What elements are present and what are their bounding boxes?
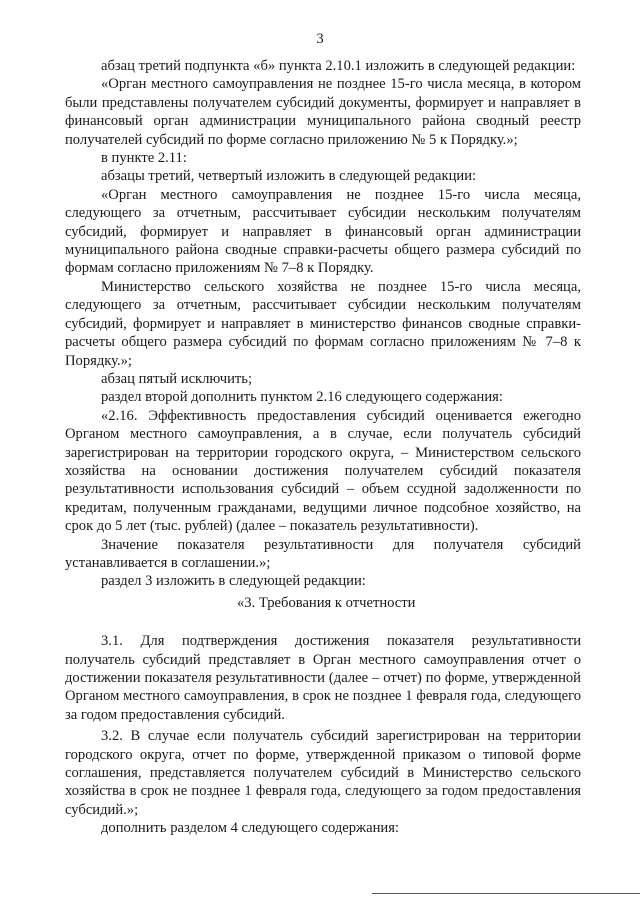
paragraph-quote-2-16: «2.16. Эффективность предоставления субсидий оценивается ежегодно Органом местного самоуправления, а в случае, если получатель субсидий зарегистрирован на территории городского округа, – Министерством сельского хозяйства на основании достижения получателем субсидий показателя результативности использования субсидий – объем ссудной задолженности по кредитам, полученным гражданами, ведущими личное подсобное хозяйство, на срок до 5 лет (тыс. рублей) (далее – показатель результативности). <box>65 407 581 535</box>
document-body <box>65 57 581 838</box>
paragraph-3-2: 3.2. В случае если получатель субсидий зарегистрирован на территории городского округа, отчет по форме, утвержденной приказом о типовой форме соглашения, представляется получателем субсидий в Министерство сельского хозяйства в срок не позднее 1 февраля года, следующего за годом предоставления субсидий.»; <box>65 728 581 818</box>
paragraph-quote-local-authority: «Орган местного самоуправления не позднее 15-го числа месяца, следующего за отчетным, рассчитывает субсидии нескольким получателям субсидий, формирует и направляет в финансовый орган администрации муниципального района сводные справки-расчеты общего размера субсидий по формам согласно приложениям № 7–8 к Порядку. <box>65 186 581 277</box>
section-heading-reporting: «3. Требования к отчетности <box>237 594 416 611</box>
paragraph-add-2-16: раздел второй дополнить пунктом 2.16 следующего содержания: <box>101 389 503 406</box>
paragraph-quote-registry: «Орган местного самоуправления не позднее 15-го числа месяца, в котором были представлены получателем субсидий документы, формирует и направляет в финансовый орган администрации муниципального района сводный реестр получателей субсидий по форме согласно приложению № 5 к Порядку.»; <box>65 76 581 148</box>
paragraph-amendment-2-10-1: абзац третий подпункта «б» пункта 2.10.1 изложить в следующей редакции: <box>101 58 576 74</box>
paragraph-point-2-11: в пункте 2.11: <box>101 150 187 167</box>
page-number: 3 <box>316 31 324 47</box>
paragraph-section-3-intro: раздел 3 изложить в следующей редакции: <box>101 573 366 590</box>
paragraph-ministry: Министерство сельского хозяйства не позднее 15-го числа месяца, следующего за отчетным, рассчитывает субсидии нескольким получателям субсидий, формирует и направляет в министерство финансов сводные справки-расчеты общего размера субсидий по формам согласно приложениям № 7–8 к Порядку.»; <box>65 278 581 369</box>
paragraph-3-1: 3.1. Для подтверждения достижения показателя результативности получатель субсидий представляет в Орган местного самоуправления отчет о достижении показателя результативности (далее – отчет) по форме, утвержденной Органом местного самоуправления, в срок не позднее 1 февраля года, следующего за годом предоставления субсидий. <box>65 633 581 723</box>
bottom-rule <box>372 893 640 894</box>
paragraph-exclude-fifth: абзац пятый исключить; <box>101 370 253 387</box>
paragraph-paragraphs-3-4: абзацы третий, четвертый изложить в следующей редакции: <box>101 168 477 185</box>
paragraph-indicator-value: Значение показателя результативности для получателя субсидий устанавливается в соглашении.»; <box>65 536 581 571</box>
paragraph-add-section-4: дополнить разделом 4 следующего содержания: <box>101 820 399 837</box>
